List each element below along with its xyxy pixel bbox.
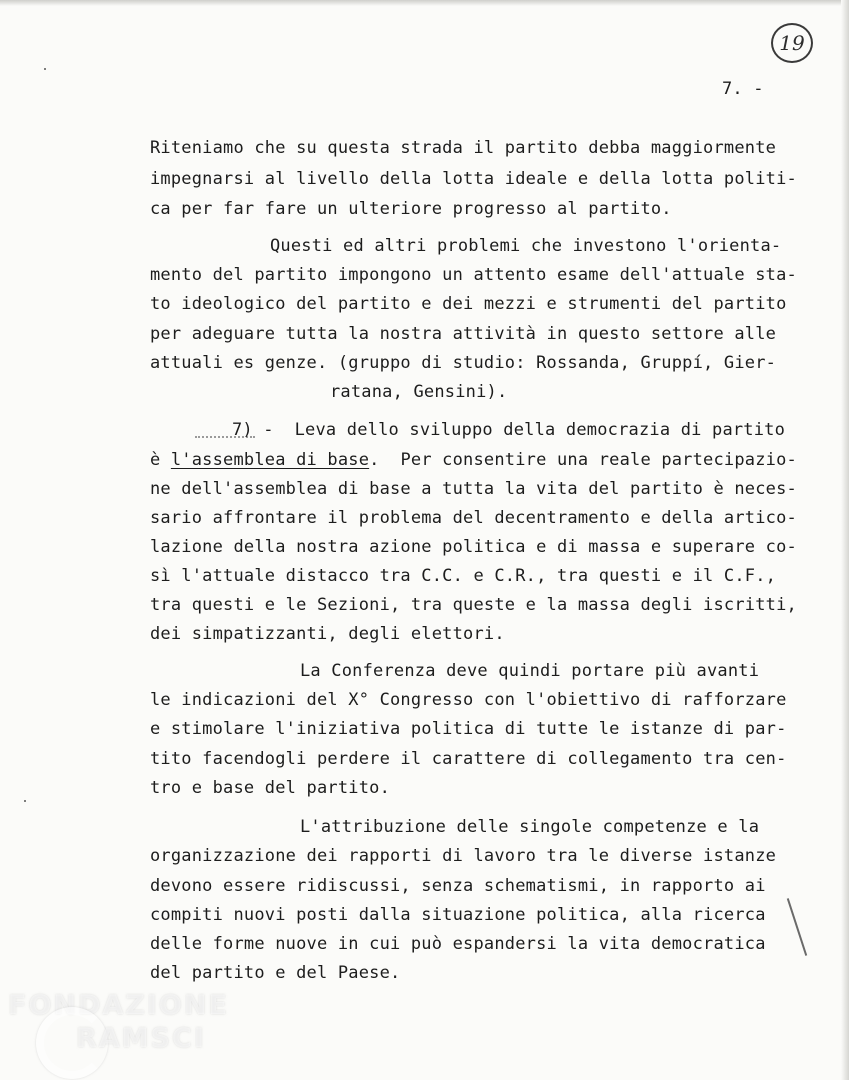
text-line: tro e base del partito. (150, 778, 391, 798)
text-line: tito facendogli perdere il carattere di collegamento tra cen- (150, 749, 787, 769)
scan-edge-top (0, 0, 849, 6)
text-fragment: è (150, 450, 161, 470)
text-line: del partito e del Paese. (150, 963, 401, 983)
underlined-term: l'assemblea di base (170, 450, 370, 470)
text-line: sario affrontare il problema del decentramento e della artico- (150, 508, 797, 528)
text-line: La Conferenza deve quindi portare più avanti (300, 661, 760, 681)
text-line: dei simpatizzanti, degli elettori. (150, 624, 505, 644)
text-line: attuali es genze. (gruppo di studio: Rossanda, Gruppí, Gier- (150, 353, 777, 373)
text-line: compiti nuovi posti dalla situazione politica, alla ricerca (150, 905, 766, 925)
text-line: le indicazioni del X° Congresso con l'obiettivo di rafforzare (150, 690, 787, 710)
scan-speck (24, 800, 26, 802)
section-heading-line: 7) - Leva dello sviluppo della democrazia di partito (232, 420, 786, 440)
text-line: e stimolare l'iniziativa politica di tutte le istanze di par- (150, 719, 787, 739)
text-line: ne dell'assemblea di base a tutta la vita del partito è neces- (150, 479, 797, 499)
margin-pencil-mark (787, 898, 807, 956)
text-line: L'attribuzione delle singole competenze e la (300, 817, 760, 837)
text-line: to ideologico del partito e dei mezzi e strumenti del partito (150, 294, 787, 314)
archive-number: 19 (779, 31, 805, 55)
text-line: Questi ed altri problemi che investono l'orienta- (270, 236, 782, 256)
text-line: impegnarsi al livello della lotta ideale e della lotta politi- (150, 169, 797, 189)
text-line: ratana, Gensini). (330, 382, 508, 402)
archive-number-stamp (771, 23, 813, 63)
text-line: lazione della nostra azione politica e di massa e superare co- (150, 537, 797, 557)
text-line: mento del partito impongono un attento esame dell'attuale sta- (150, 265, 797, 285)
watermark-line1: FONDAZIONE (8, 990, 229, 1021)
watermark-line2: RAMSCI (76, 1023, 206, 1054)
text-fragment: . Per consentire una reale partecipazio- (369, 450, 797, 470)
text-line: devono essere ridiscussi, senza schematismi, in rapporto ai (150, 876, 766, 896)
archive-watermark (0, 985, 260, 1080)
text-line: per adeguare tutta la nostra attività in questo settore alle (150, 324, 777, 344)
text-line: Riteniamo che su questa strada il partito debba maggiormente (150, 138, 777, 158)
text-line: delle forme nuove in cui può espandersi la vita democratica (150, 934, 766, 954)
text-line: sì l'attuale distacco tra C.C. e C.R., tra questi e il C.F., (150, 566, 777, 586)
text-line-mixed (150, 450, 797, 470)
scan-edge-right (841, 0, 849, 1080)
scan-speck (44, 68, 46, 70)
page-number: 7. - (722, 79, 764, 99)
text-line: ca per far fare un ulteriore progresso al partito. (150, 199, 672, 219)
text-line: organizzazione dei rapporti di lavoro tra le diverse istanze (150, 846, 777, 866)
text-line: tra questi e le Sezioni, tra queste e la massa degli iscritti, (150, 595, 797, 615)
